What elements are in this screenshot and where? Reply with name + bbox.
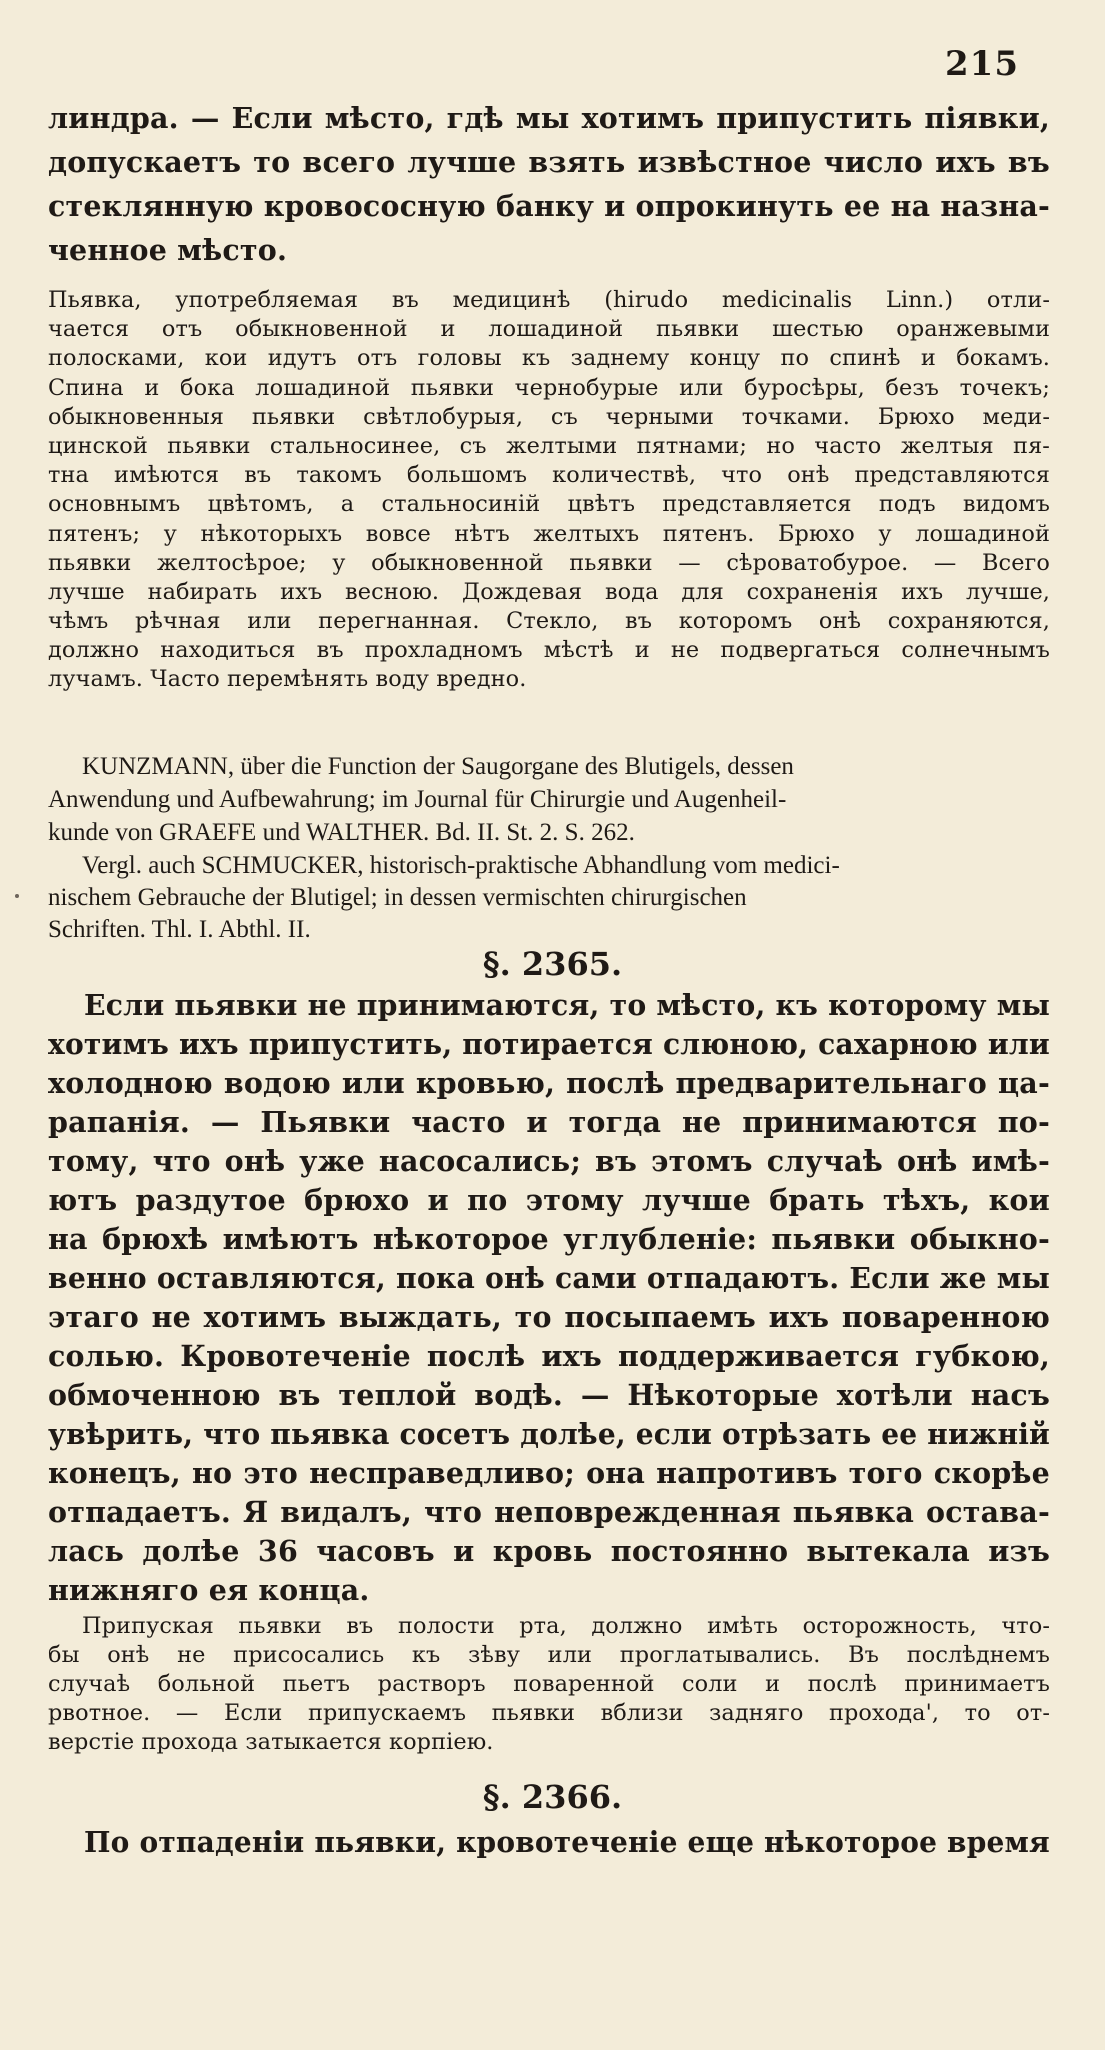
text-line: тна имѣются въ такомъ большомъ количествѣ, что онѣ представляются bbox=[48, 462, 1050, 489]
text-line: цинской пьявки стальносинее, съ желтыми пятнами; но часто желтыя пя- bbox=[48, 432, 1050, 459]
text-line: допускаетъ то всего лучше взять извѣстное число ихъ въ bbox=[48, 145, 1050, 179]
section-heading-2365: §. 2365. bbox=[482, 945, 623, 983]
text-line: KUNZMANN, über die Function der Saugorgane des Blutigels, dessen bbox=[82, 753, 794, 780]
text-line: Спина и бока лошадиной пьявки чернобурые или буросѣры, безъ точекъ; bbox=[48, 374, 1050, 401]
section-heading-2366: §. 2366. bbox=[482, 1778, 623, 1816]
text-line: чѣмъ рѣчная или перегнанная. Стекло, въ которомъ онѣ сохраняются, bbox=[48, 608, 1050, 635]
text-line: nischem Gebrauche der Blutigel; in dessen vermischten chirurgischen bbox=[48, 884, 747, 911]
text-line: лучше набирать ихъ весною. Дождевая вода для сохраненія ихъ лучше, bbox=[48, 578, 1050, 605]
text-line: Если пьявки не принимаются, то мѣсто, къ которому мы bbox=[84, 988, 1050, 1022]
text-line: Пьявка, употребляемая въ медицинѣ (hirudo medicinalis Linn.) отли- bbox=[48, 287, 1050, 313]
text-line: лась долѣе 36 часовъ и кровь постоянно вытекала изъ bbox=[48, 1534, 1050, 1568]
text-line: Anwendung und Aufbewahrung; im Journal für Chirurgie und Augenheil- bbox=[48, 786, 787, 813]
text-line: kunde von GRAEFE und WALTHER. Bd. II. St. 2. S. 262. bbox=[48, 819, 635, 846]
text-line: Vergl. auch SCHMUCKER, historisch-praktische Abhandlung vom medici- bbox=[82, 852, 840, 879]
text-line: чается отъ обыкновенной и лошадиной пьявки шестью оранжевыми bbox=[48, 316, 1050, 343]
text-line: рапанія. — Пьявки часто и тогда не принимаются по- bbox=[48, 1105, 1050, 1139]
text-line: отпадаетъ. Я видалъ, что неповрежденная пьявка остава- bbox=[48, 1495, 1050, 1529]
text-line: Припуская пьявки въ полости рта, должно имѣть осторожность, что- bbox=[82, 1613, 1050, 1639]
text-line: солью. Кровотеченіе послѣ ихъ поддерживается губкою, bbox=[48, 1339, 1050, 1373]
text-line: обмоченною въ теплой водѣ. — Нѣкоторые хотѣли насъ bbox=[48, 1378, 1050, 1412]
text-line: увѣрить, что пьявка сосетъ долѣе, если отрѣзать ее нижній bbox=[48, 1417, 1050, 1451]
text-line: линдра. — Если мѣсто, гдѣ мы хотимъ припустить піявки, bbox=[48, 101, 1050, 135]
text-line: рвотное. — Если припускаемъ пьявки вблизи задняго прохода', то от- bbox=[48, 1700, 1050, 1726]
text-line: пьявки желтосѣрое; у обыкновенной пьявки — сѣроватобурое. — Всего bbox=[48, 549, 1050, 576]
reference-schmucker bbox=[48, 850, 1050, 946]
text-line: По отпаденіи пьявки, кровотеченіе еще нѣкоторое время bbox=[84, 1825, 1050, 1859]
text-line: должно находиться въ прохладномъ мѣстѣ и не подвергаться солнечнымъ bbox=[48, 637, 1050, 664]
text-line: ютъ раздутое брюхо и по этому лучше брать тѣхъ, кои bbox=[48, 1183, 1050, 1217]
text-line: нижняго ея конца. bbox=[48, 1573, 370, 1607]
text-line: лучамъ. Часто перемѣнять воду вредно. bbox=[48, 666, 527, 693]
text-line: на брюхѣ имѣютъ нѣкоторое углубленіе: пьявки обыкно- bbox=[48, 1222, 1050, 1256]
text-line: верстіе прохода затыкается корпiею. bbox=[48, 1729, 494, 1755]
ink-speck bbox=[15, 894, 19, 898]
paragraph-main-1 bbox=[48, 96, 1050, 272]
text-line: Schriften. Thl. I. Abthl. II. bbox=[48, 916, 311, 943]
note-mouth-application bbox=[48, 1612, 1050, 1757]
text-line: ченное мѣсто. bbox=[48, 233, 288, 267]
text-line: конецъ, но это несправедливо; она напротивъ того скорѣе bbox=[48, 1456, 1050, 1490]
text-line: случаѣ больной пьетъ растворъ поваренной соли и послѣ принимаетъ bbox=[48, 1671, 1050, 1697]
paragraph-main-3 bbox=[48, 1822, 1050, 1862]
reference-kunzmann bbox=[48, 750, 1050, 849]
text-line: венно оставляются, пока онѣ сами отпадаютъ. Если же мы bbox=[48, 1261, 1050, 1295]
text-line: полосками, кои идутъ отъ головы къ заднему концу по спинѣ и бокамъ. bbox=[48, 345, 1050, 372]
paragraph-main-2 bbox=[48, 986, 1050, 1610]
page-number: 215 bbox=[945, 44, 1019, 84]
text-line: обыкновенныя пьявки свѣтлобурыя, съ черными точками. Брюхо меди- bbox=[48, 403, 1050, 430]
text-line: бы онѣ не присосались къ зѣву или проглатывались. Въ послѣднемъ bbox=[48, 1642, 1050, 1668]
text-line: основнымъ цвѣтомъ, а стальносиній цвѣтъ представляется подъ видомъ bbox=[48, 491, 1050, 518]
text-line: стеклянную кровососную банку и опрокинуть ее на назна- bbox=[48, 189, 1050, 223]
note-leech-description bbox=[48, 286, 1050, 695]
text-line: хотимъ ихъ припустить, потирается слюною, сахарною или bbox=[48, 1027, 1050, 1061]
text-line: пятенъ; у нѣкоторыхъ вовсе нѣтъ желтыхъ пятенъ. Брюхо у лошадиной bbox=[48, 520, 1050, 547]
text-line: холодною водою или кровью, послѣ предварительнаго ца- bbox=[48, 1066, 1050, 1100]
text-line: этаго не хотимъ выждать, то посыпаемъ ихъ поваренною bbox=[48, 1300, 1050, 1334]
text-line: тому, что онѣ уже насосались; въ этомъ случаѣ онѣ имѣ- bbox=[48, 1144, 1050, 1178]
